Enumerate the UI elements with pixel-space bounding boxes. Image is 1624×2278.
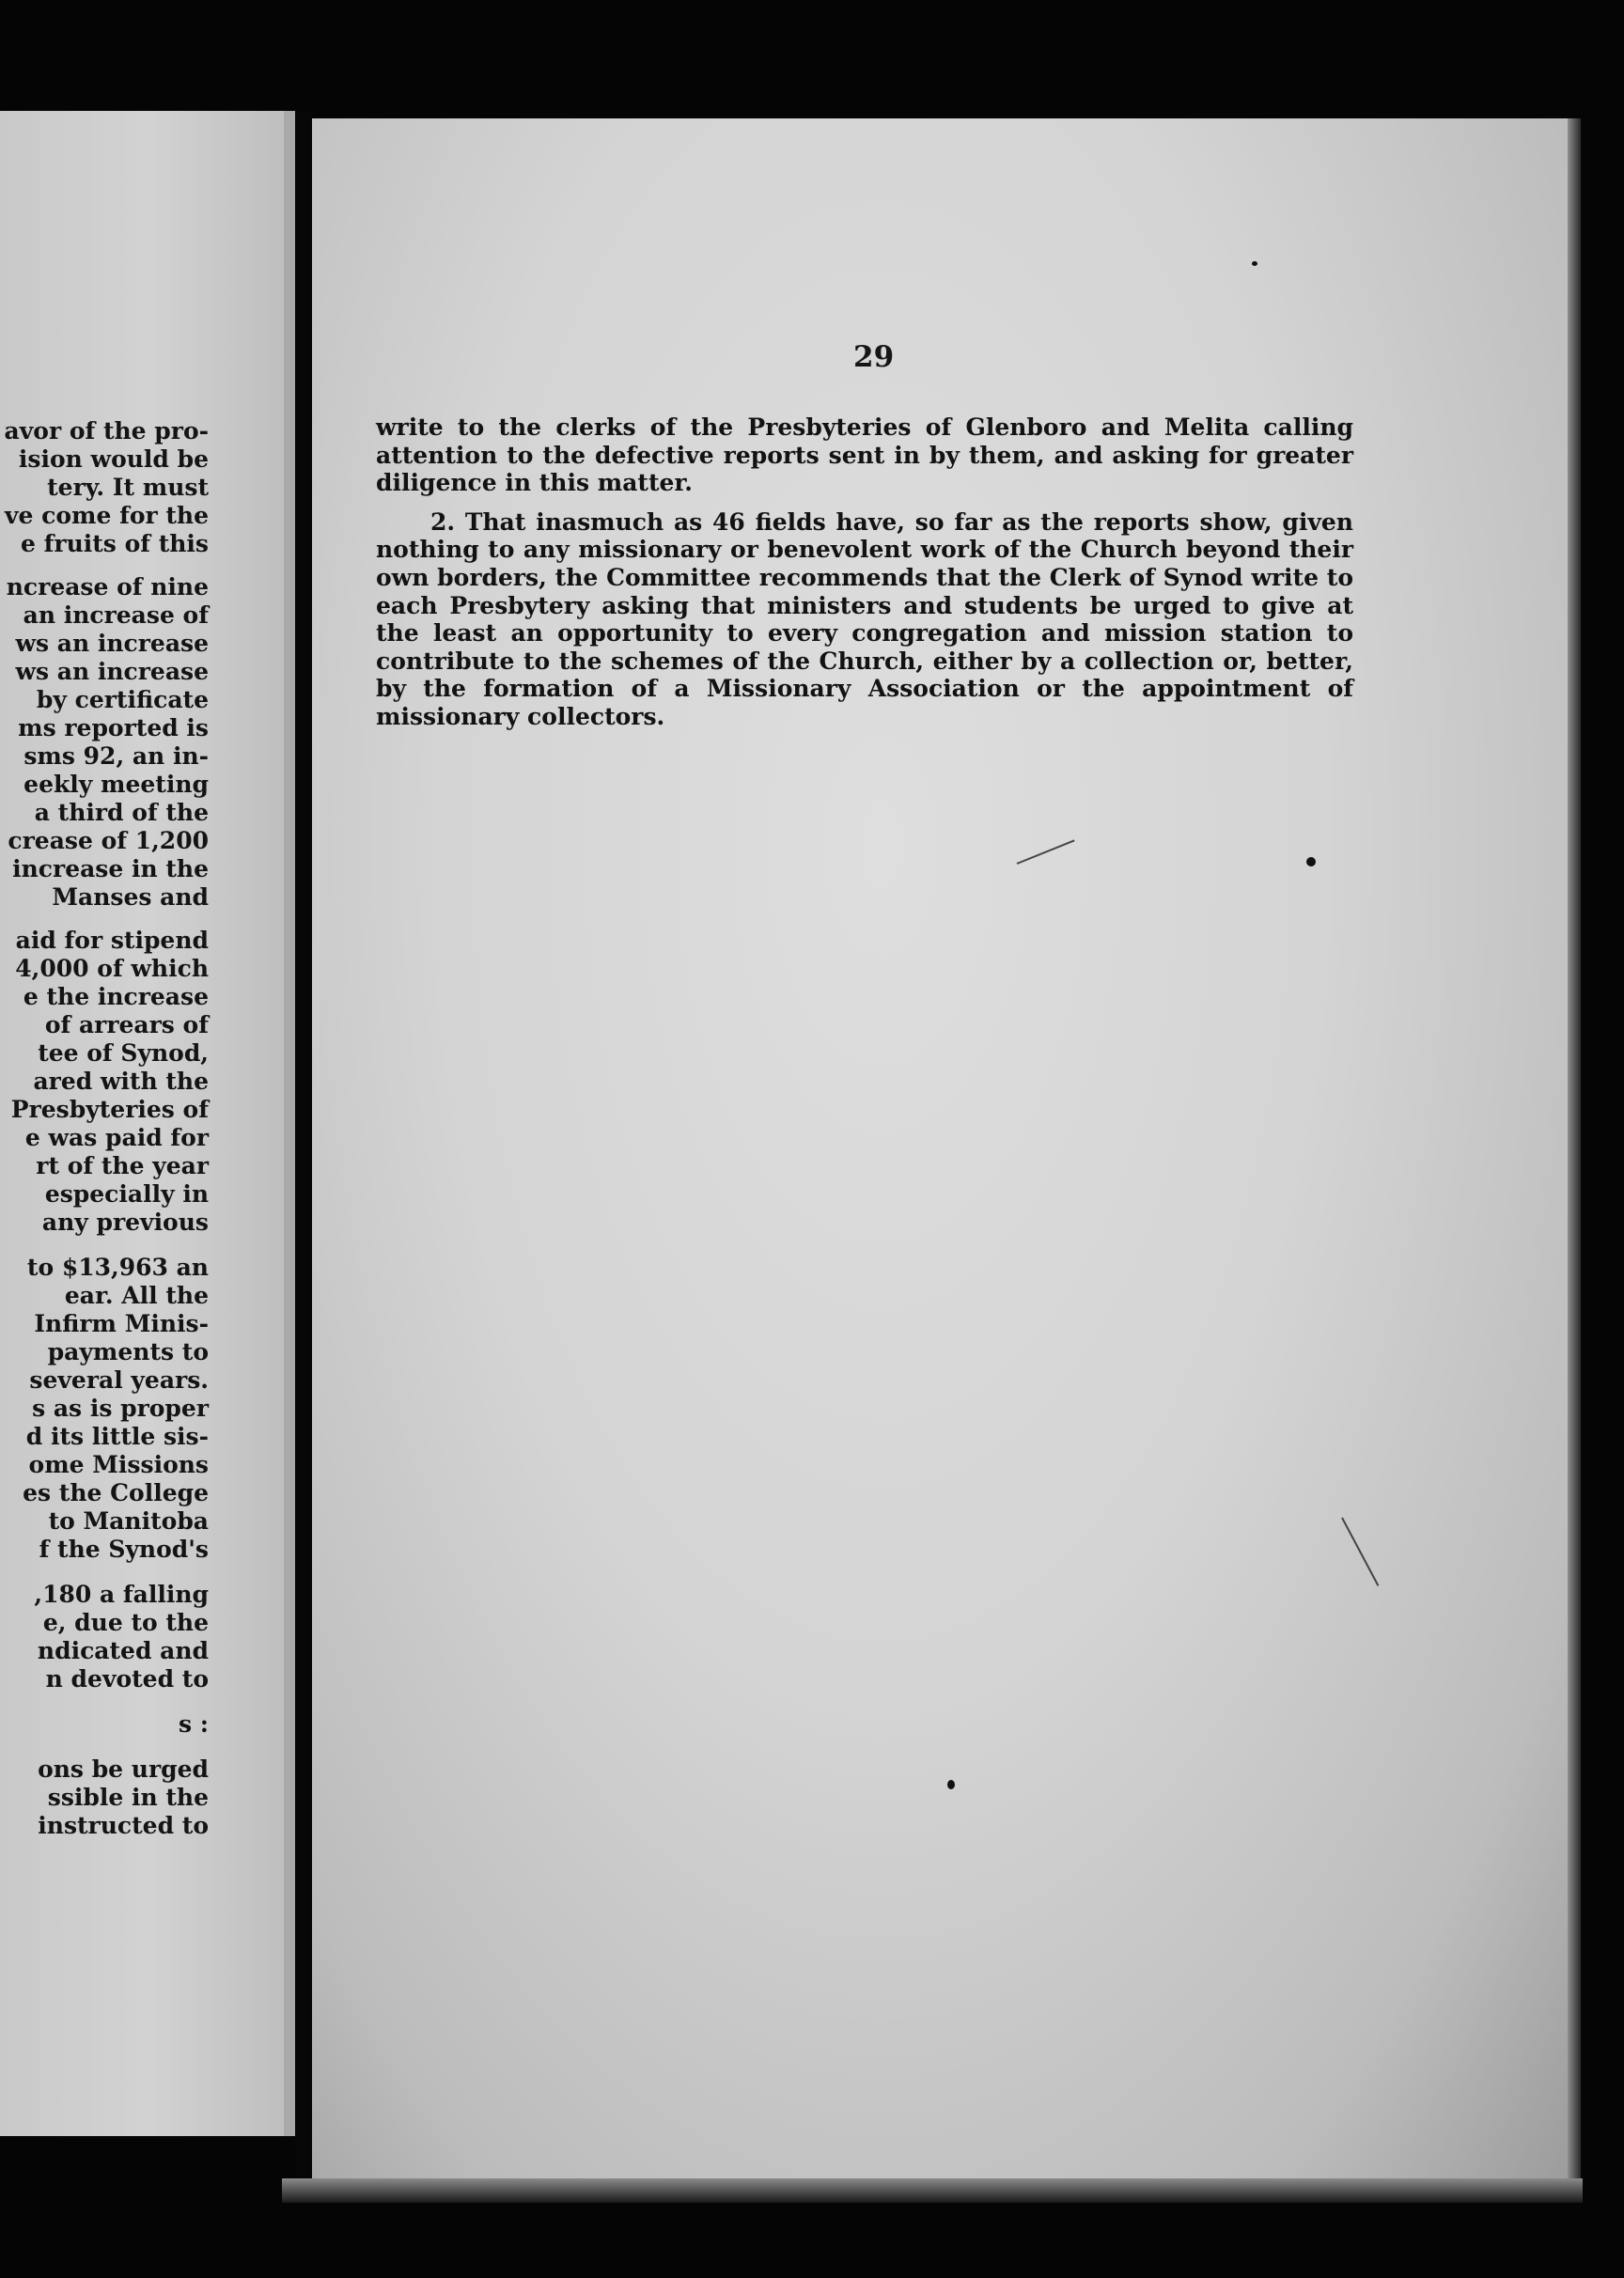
fragment-line: of arrears of — [44, 1011, 209, 1038]
fragment-line: ared with the — [33, 1068, 209, 1095]
bottom-edge-shadow — [282, 2178, 1583, 2203]
paragraph-recommendation-2: 2. That inasmuch as 46 fields have, so far as the reports show, given nothing to any missionary or benevolent work of the Church beyond their own borders, the Committee recommends that the Clerk of Synod write to each Presbytery asking that ministers and students be urged to give at the least an opportunity to every congregation and mission station to contribute to the schemes of the Church, either by a collection or, better, by the formation of a Missionary Association or the appointment of missionary collectors. — [376, 507, 1353, 730]
fragment-line: ssible in the — [47, 1784, 209, 1811]
page-body — [376, 413, 1353, 742]
fragment-line: Presbyteries of — [10, 1096, 209, 1123]
fragment-line: ws an increase — [15, 658, 209, 685]
fragment-line: Manses and — [52, 883, 209, 911]
fragment-line: a third of the — [34, 799, 209, 826]
fragment-line: ome Missions — [28, 1451, 209, 1478]
gutter-bar — [295, 111, 312, 2188]
fragment-line: ision would be — [18, 445, 209, 473]
fragment-line: any previous — [41, 1209, 209, 1236]
fragment-line: ws an increase — [15, 630, 209, 657]
fragment-line: crease of 1,200 — [8, 827, 209, 854]
scratch-mark — [1017, 839, 1075, 865]
fragment-line: ncrease of nine — [6, 573, 209, 601]
gutter-shadow — [284, 111, 295, 2136]
fragment-line: 4,000 of which — [15, 955, 209, 982]
fragment-line: e, due to the — [42, 1609, 209, 1636]
fragment-line: eekly meeting — [23, 771, 209, 798]
fragment-line: ear. All the — [64, 1282, 209, 1309]
fragment-line: to $13,963 an — [26, 1254, 209, 1281]
fragment-line: rt of the year — [36, 1152, 209, 1179]
fragment-line: sms 92, an in- — [23, 742, 209, 770]
fragment-line: especially in — [44, 1180, 209, 1208]
fragment-line: payments to — [47, 1338, 209, 1365]
fragment-line: ,180 a falling — [34, 1581, 209, 1608]
fragment-line: by certificate — [36, 686, 209, 713]
fragment-line: es the College — [23, 1479, 209, 1506]
fragment-line: n devoted to — [45, 1665, 209, 1693]
paragraph-continued: write to the clerks of the Presbyteries of Glenboro and Melita calling attention to the defective reports sent in by them, and asking for greater diligence in this matter. — [376, 413, 1353, 497]
page-edge-shadow — [1568, 118, 1581, 2195]
ink-spot — [947, 1780, 955, 1789]
fragment-line: s as is proper — [32, 1395, 209, 1422]
fragment-line: e was paid for — [24, 1124, 209, 1151]
ink-spot — [1306, 857, 1316, 866]
page-number: 29 — [853, 340, 895, 374]
fragment-line: e fruits of this — [21, 530, 209, 557]
facing-page — [0, 111, 295, 2136]
fragment-line: ms reported is — [18, 714, 209, 741]
fragment-line: aid for stipend — [15, 927, 209, 954]
fragment-line: instructed to — [38, 1812, 209, 1839]
fragment-line: s : — [178, 1710, 209, 1738]
fragment-line: avor of the pro- — [4, 417, 209, 445]
fragment-line: Infirm Minis- — [34, 1310, 209, 1337]
fragment-line: tery. It must — [47, 474, 209, 501]
scratch-mark — [1341, 1518, 1379, 1586]
fragment-line: ons be urged — [38, 1755, 209, 1783]
fragment-line: d its little sis- — [25, 1423, 209, 1450]
fragment-line: increase in the — [12, 855, 209, 882]
fragment-line: several years. — [29, 1366, 209, 1394]
fragment-line: ndicated and — [37, 1637, 209, 1664]
fragment-line: an increase of — [23, 601, 209, 629]
fragment-line: tee of Synod, — [38, 1039, 209, 1067]
fragment-line: e the increase — [23, 983, 209, 1010]
fragment-line: to Manitoba — [48, 1507, 209, 1535]
ink-spot — [1252, 261, 1257, 266]
fragment-line: f the Synod's — [39, 1536, 209, 1563]
fragment-line: ve come for the — [4, 502, 209, 529]
